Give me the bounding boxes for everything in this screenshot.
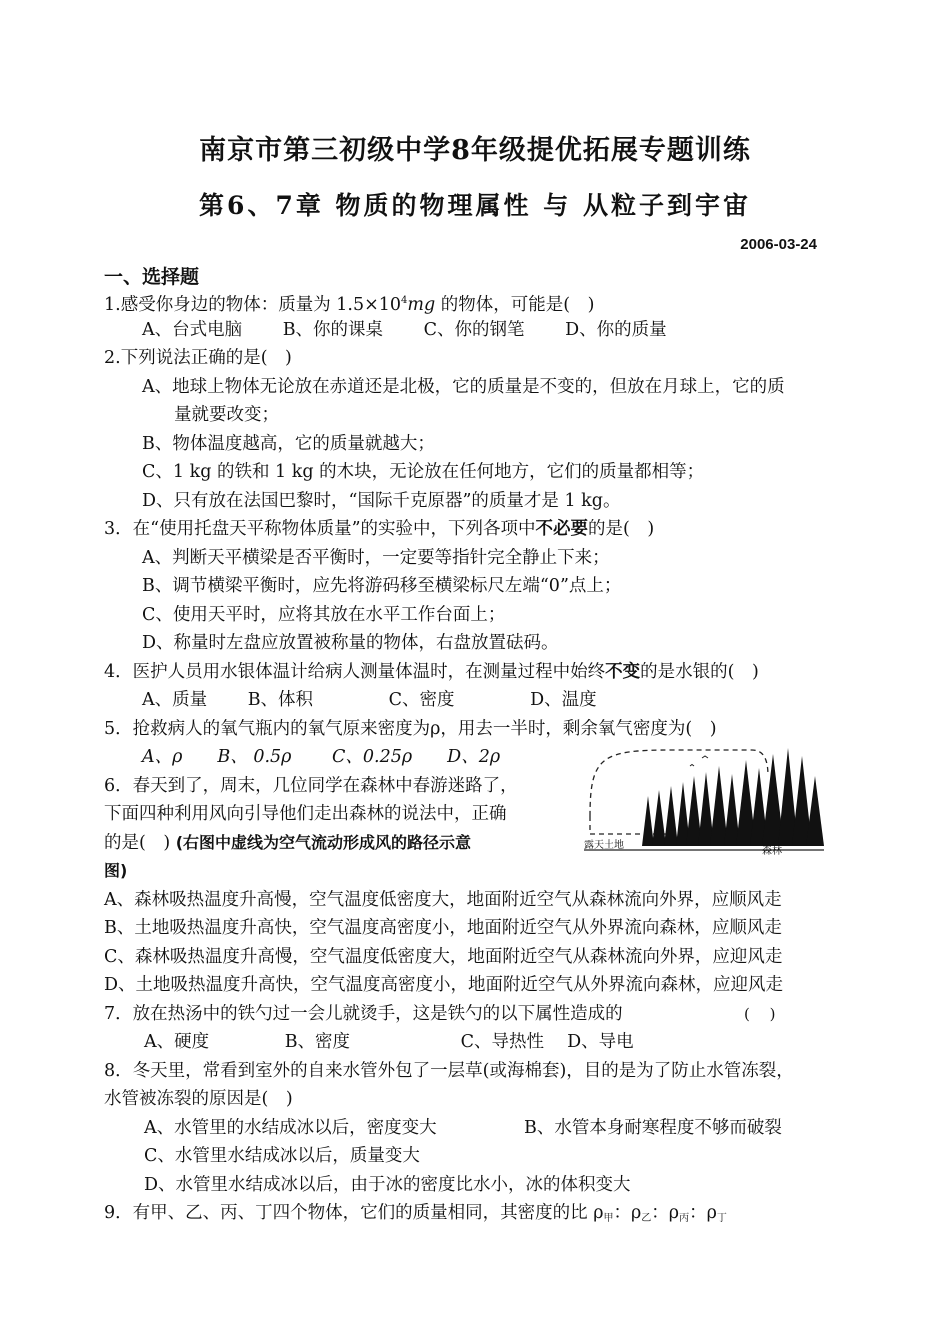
question-3-option-a: A、判断天平横梁是否平衡时，一定要等指针完全静止下来；	[142, 548, 610, 568]
question-5-stem: 5．抢救病人的氧气瓶内的氧气原来密度为ρ，用去一半时，剩余氧气密度为( )	[104, 719, 717, 739]
question-2-option-a: A、地球上物体无论放在赤道还是北极，它的质量是不变的，但放在月球上，它的质	[142, 377, 785, 397]
question-5-options: A、ρ B、 0.5ρ C、0.25ρ D、2ρ	[142, 747, 501, 767]
question-8-option-b: B、水管本身耐寒程度不够而破裂	[524, 1118, 782, 1138]
question-3-option-b: B、调节横梁平衡时，应先将游码移至横梁标尺左端“0”点上；	[142, 576, 622, 596]
question-6-option-d: D、土地吸热温度升高快，空气温度高密度小，地面附近空气从外界流向森林，应迎风走	[104, 975, 784, 995]
page-subtitle: 第6、7章 物质的物理属性 与 从粒子到宇宙	[199, 191, 751, 220]
page-title: 南京市第三初级中学8年级提优拓展专题训练	[199, 135, 751, 166]
forest-figure	[582, 746, 826, 858]
figure-label-land: 露天土地	[584, 840, 624, 851]
question-2-option-d: D、只有放在法国巴黎时，“国际千克原器”的质量才是 1 kg。	[142, 491, 621, 511]
question-8-option-d: D、水管里水结成冰以后，由于冰的密度比水小，冰的体积变大	[144, 1175, 631, 1195]
question-6-option-a: A、森林吸热温度升高慢，空气温度低密度大，地面附近空气从森林流向外界，应顺风走	[104, 890, 782, 910]
question-6-option-c: C、森林吸热温度升高慢，空气温度低密度大，地面附近空气从森林流向外界，应迎风走	[104, 947, 783, 967]
section-title: 一、选择题	[104, 266, 200, 288]
question-2-option-b: B、物体温度越高，它的质量就越大；	[142, 434, 435, 454]
question-8-line-1: 8．冬天里，常看到室外的自来水管外包了一层草(或海棉套)，目的是为了防止水管冻裂，	[104, 1061, 794, 1081]
question-1-options: A、台式电脑 B、你的课桌 C、你的钢笔 D、你的质量	[142, 320, 667, 340]
question-6-line-2: 下面四种利用风向引导他们走出森林的说法中，正确	[104, 804, 507, 824]
figure-label-forest: 森林	[762, 846, 782, 857]
question-3-option-d: D、称量时左盘应放置被称量的物体，右盘放置砝码。	[142, 633, 559, 653]
question-3-option-c: C、使用天平时，应将其放在水平工作台面上；	[142, 605, 506, 625]
question-6-line-3: 的是( ) (右图中虚线为空气流动形成风的路径示意	[104, 833, 472, 853]
question-8-option-c: C、水管里水结成冰以后，质量变大	[144, 1146, 420, 1166]
question-1-stem: 1.感受你身边的物体：质量为 $1.5\times 10^4mg$ 的物体，可能是( )	[104, 294, 595, 315]
question-7-stem: 7．放在热汤中的铁勺过一会儿就烫手，这是铁勺的以下属性造成的	[104, 1004, 623, 1024]
question-7-options: A、硬度 B、密度 C、导热性 D、导电	[144, 1032, 634, 1052]
question-3-stem: 3．在“使用托盘天平称物体质量”的实验中，下列各项中不必要的是( )	[104, 519, 655, 539]
question-9-stem: 9．有甲、乙、丙、丁四个物体，它们的质量相同，其密度的比 $\rho_甲$：$\rho_乙$：$\rho_丙$：$\rho_丁$	[104, 1203, 727, 1224]
question-2-stem: 2.下列说法正确的是( )	[104, 348, 292, 368]
question-8-option-a: A、水管里的水结成冰以后，密度变大	[144, 1118, 437, 1138]
date-label: 2006-03-24	[740, 236, 817, 253]
question-6-line-4: 图)	[104, 861, 128, 880]
question-2-option-a-cont: 量就要改变；	[174, 405, 279, 425]
question-7-answer-bracket: ( )	[744, 1005, 776, 1023]
question-6-line-1: 6．春天到了，周末，几位同学在森林中春游迷路了，	[104, 776, 518, 796]
question-8-line-2: 水管被冻裂的原因是( )	[104, 1089, 293, 1109]
question-4-options: A、质量 B、体积 C、密度 D、温度	[142, 690, 597, 710]
question-6-option-b: B、土地吸热温度升高快，空气温度高密度小，地面附近空气从外界流向森林，应顺风走	[104, 918, 782, 938]
question-4-stem: 4．医护人员用水银体温计给病人测量体温时，在测量过程中始终不变的是水银的( )	[104, 662, 759, 682]
question-2-option-c: C、1 kg 的铁和 1 kg 的木块，无论放在任何地方，它们的质量都相等；	[142, 462, 705, 482]
